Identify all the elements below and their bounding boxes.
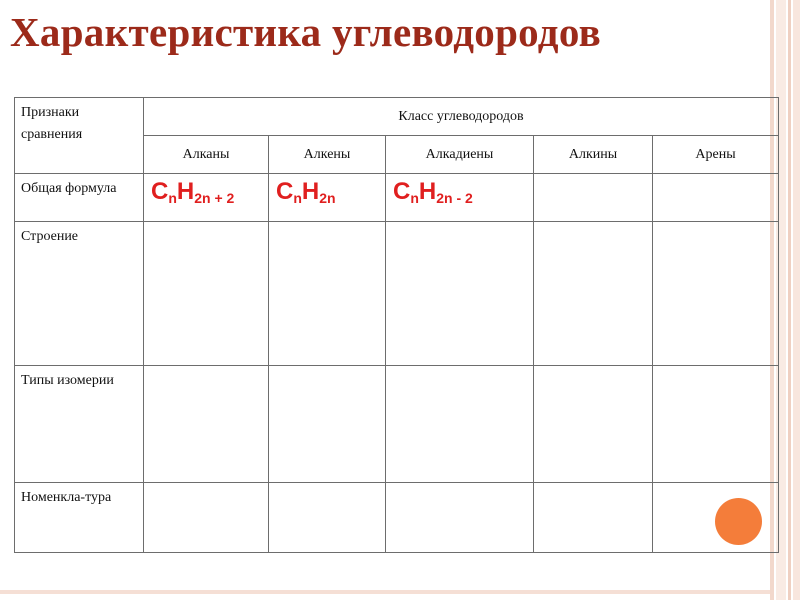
table-cell-empty [269, 366, 386, 483]
column-header-alkynes: Алкины [534, 136, 653, 174]
row-label-nomenclature: Номенкла-тура [15, 483, 144, 553]
corner-header-label: Признаки сравнения [21, 105, 83, 142]
group-header-label: Класс углеводородов [398, 108, 524, 124]
table-cell-empty [653, 222, 779, 366]
slide-title: Характеристика углеводородов [10, 9, 602, 55]
formula-alkenes: $C_nH_{2n}$ [269, 174, 386, 222]
table-cell-empty [144, 483, 269, 553]
header-row [15, 98, 779, 136]
row-label-structure: Строение [15, 222, 144, 366]
decorative-stripe [793, 0, 800, 600]
column-header-alkenes: Алкены [269, 136, 386, 174]
table-cell-empty [386, 222, 534, 366]
column-header-arenes: Арены [653, 136, 779, 174]
table-cell-empty [144, 366, 269, 483]
comparison-table [14, 97, 779, 553]
table-cell-empty [653, 366, 779, 483]
table-cell-empty [534, 483, 653, 553]
table-cell-empty [534, 222, 653, 366]
table-row-general-formula [15, 174, 779, 222]
table-cell-empty [386, 483, 534, 553]
group-header-cell [144, 98, 779, 136]
table-row-structure [15, 222, 779, 366]
table-row-isomerism [15, 366, 779, 483]
table-cell-empty [386, 366, 534, 483]
formula-alkanes: $C_nH_{2n + 2}$ [144, 174, 269, 222]
corner-header-cell [15, 98, 144, 174]
column-header-alkanes: Алканы [144, 136, 269, 174]
table-cell-empty [269, 222, 386, 366]
table-cell-empty [534, 366, 653, 483]
row-label-general-formula: Общая формула [15, 174, 144, 222]
decorative-stripe [788, 0, 791, 600]
formula-alkadienes: $C_nH_{2n - 2}$ [386, 174, 534, 222]
table-cell-empty [269, 483, 386, 553]
decorative-bottom-line [0, 590, 770, 594]
decorative-orange-circle [715, 498, 762, 545]
column-header-alkadienes: Алкадиены [386, 136, 534, 174]
table-cell-empty [144, 222, 269, 366]
row-label-isomerism: Типы изомерии [15, 366, 144, 483]
table-cell-empty [653, 174, 779, 222]
table-cell-empty [534, 174, 653, 222]
table-row-nomenclature [15, 483, 779, 553]
